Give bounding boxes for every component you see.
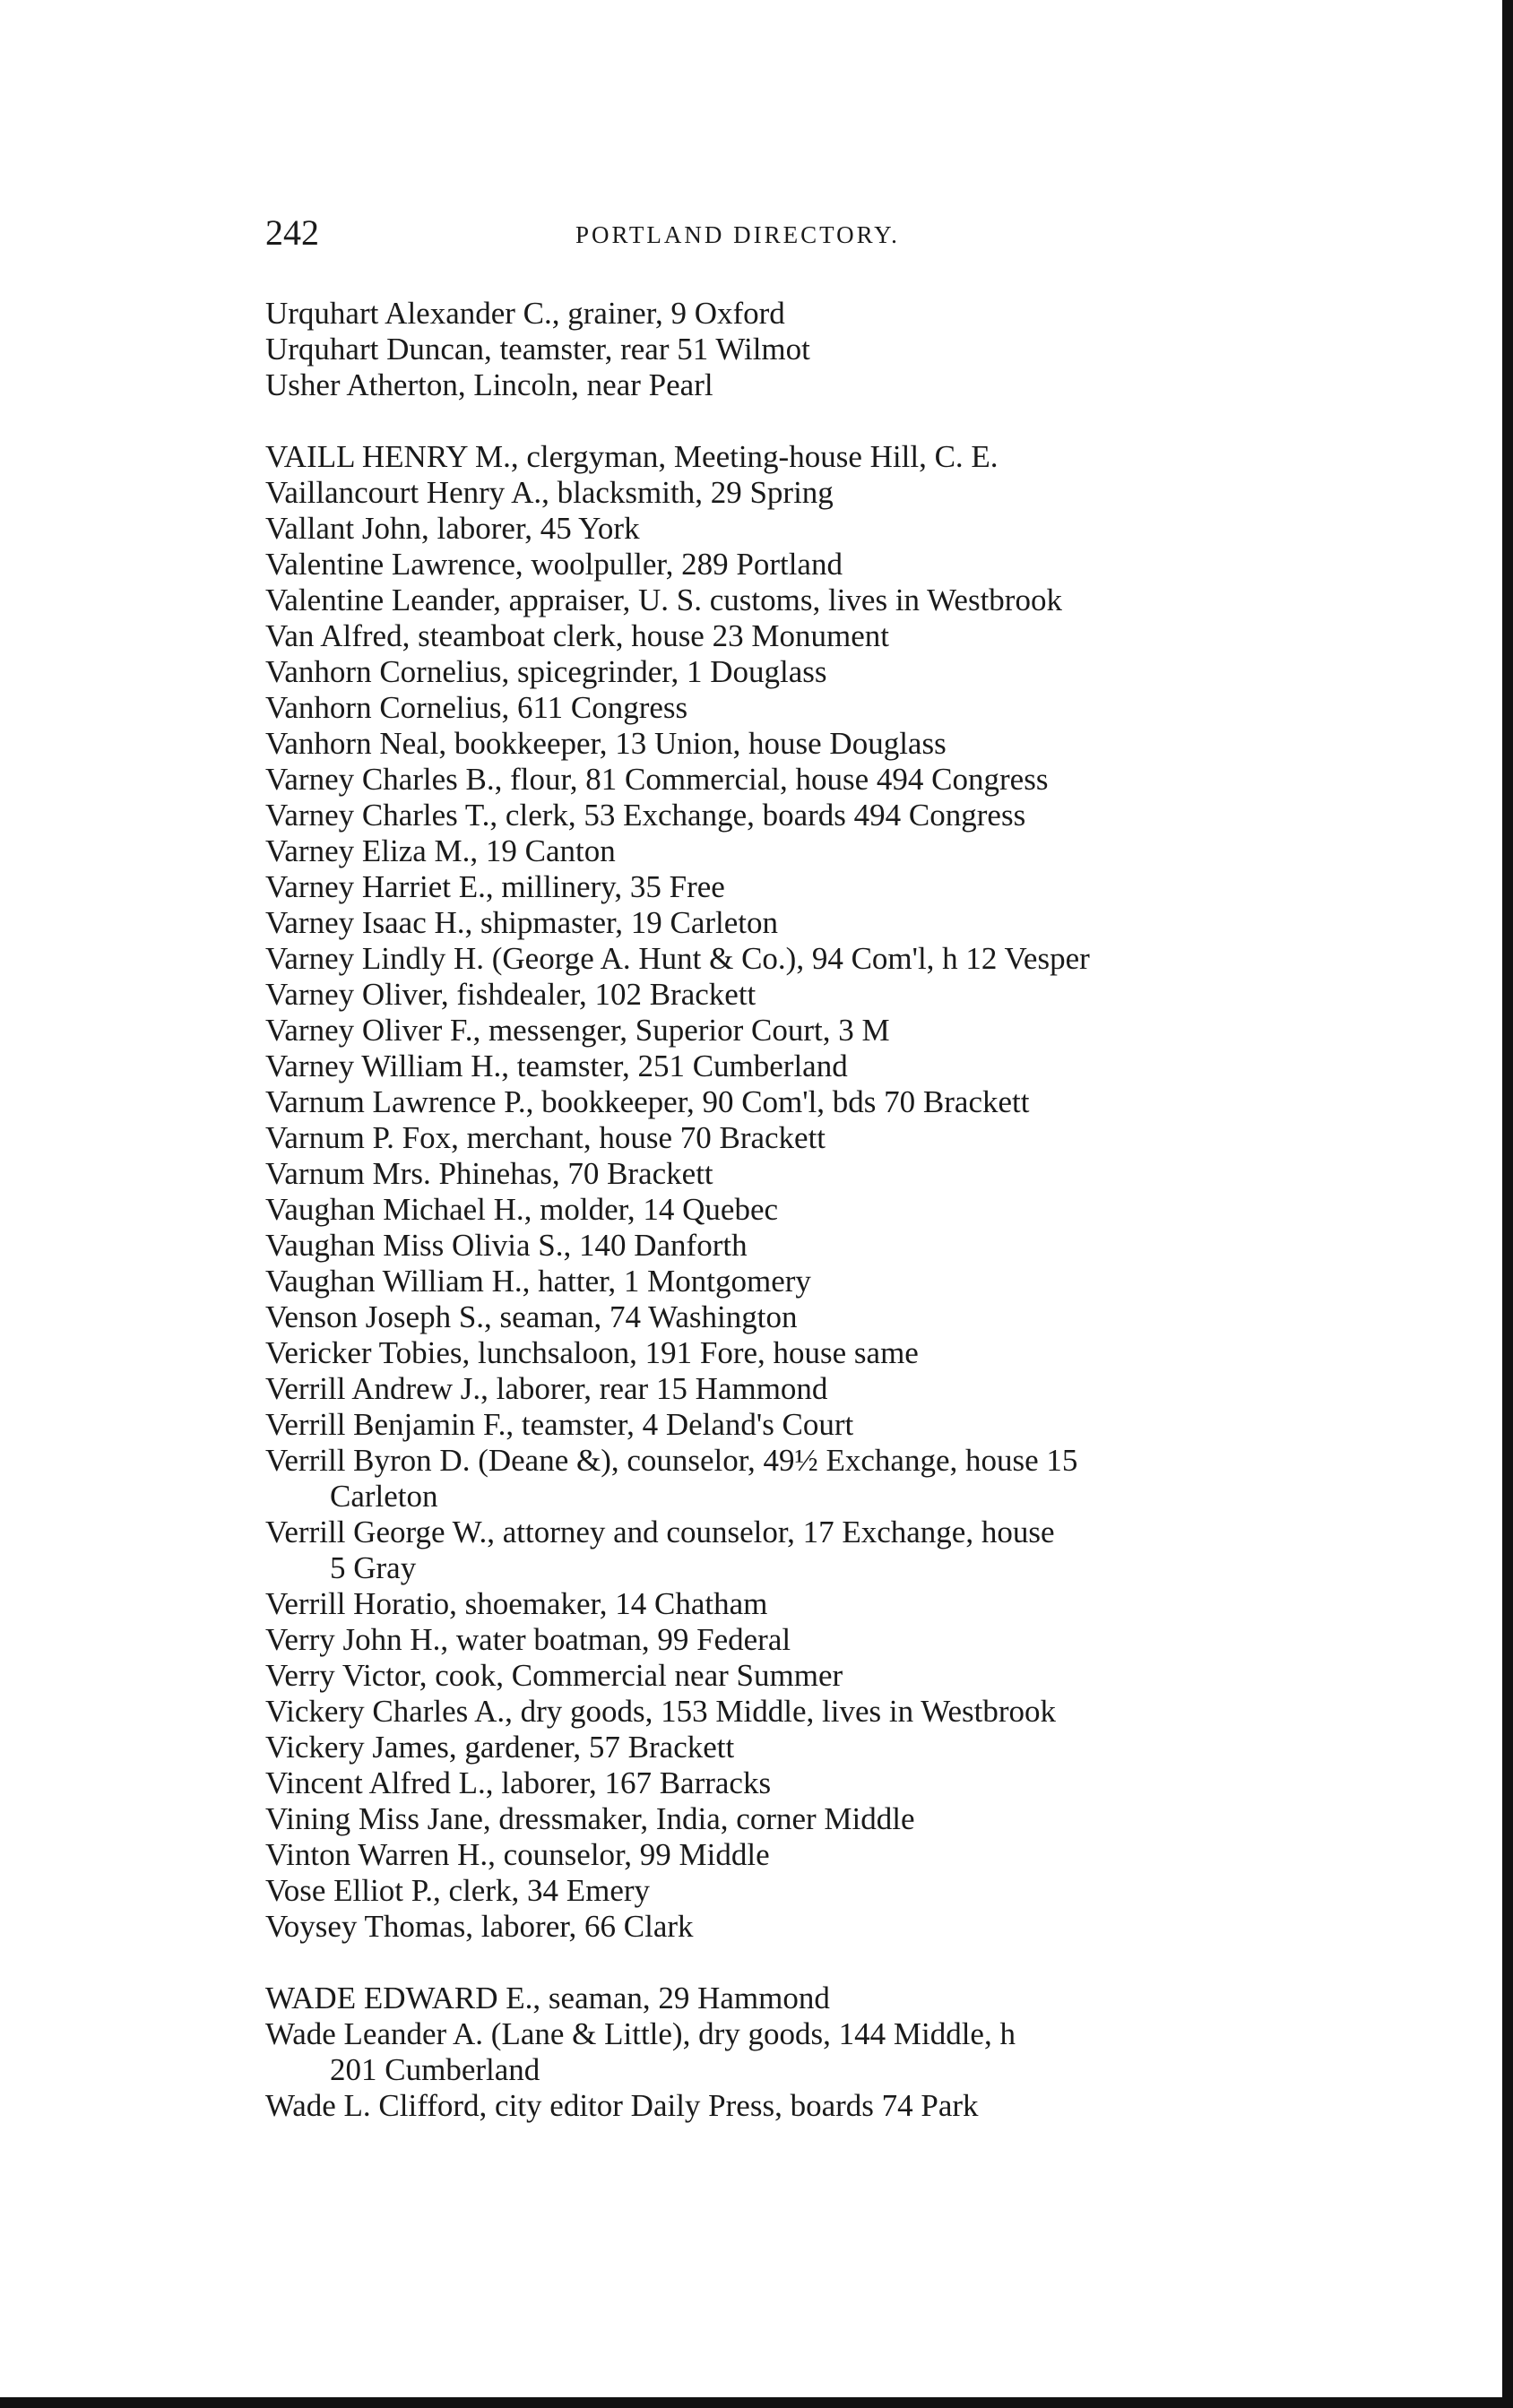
directory-entry: Verry Victor, cook, Commercial near Summer xyxy=(265,1658,843,1693)
directory-entry: Varney Lindly H. (George A. Hunt & Co.), 94 Com'l, h 12 Vesper xyxy=(265,941,1090,976)
directory-entry: Vickery James, gardener, 57 Brackett xyxy=(265,1730,735,1765)
scan-edge-bottom xyxy=(0,2397,1513,2408)
directory-entry: Vincent Alfred L., laborer, 167 Barracks xyxy=(265,1765,772,1800)
directory-entry: Varney Oliver F., messenger, Superior Court, 3 M xyxy=(265,1013,890,1048)
directory-entry: Varney William H., teamster, 251 Cumberland xyxy=(265,1049,848,1083)
directory-entry: Verry John H., water boatman, 99 Federal xyxy=(265,1622,791,1657)
directory-entry: Varney Charles T., clerk, 53 Exchange, boards 494 Congress xyxy=(265,798,1026,833)
page-header xyxy=(265,208,1251,258)
directory-entry: Varnum Mrs. Phinehas, 70 Brackett xyxy=(265,1156,713,1191)
directory-entry: Varnum Lawrence P., bookkeeper, 90 Com'l, bds 70 Brackett xyxy=(265,1084,1030,1119)
directory-entry: Vose Elliot P., clerk, 34 Emery xyxy=(265,1873,651,1908)
page-number: 242 xyxy=(265,212,319,253)
directory-entry: Urquhart Alexander C., grainer, 9 Oxford xyxy=(265,296,785,331)
directory-entry: Varney Eliza M., 19 Canton xyxy=(265,833,616,868)
running-head: PORTLAND DIRECTORY. xyxy=(575,221,900,248)
directory-entry: Voysey Thomas, laborer, 66 Clark xyxy=(265,1909,694,1944)
directory-entry: VAILL HENRY M., clergyman, Meeting-house Hill, C. E. xyxy=(265,439,999,474)
directory-entry: Vanhorn Cornelius, spicegrinder, 1 Douglass xyxy=(265,654,827,689)
directory-entry: Vanhorn Cornelius, 611 Congress xyxy=(265,690,688,725)
directory-entry: Verrill George W., attorney and counselor, 17 Exchange, house xyxy=(265,1515,1055,1549)
directory-entry: Vaughan Michael H., molder, 14 Quebec xyxy=(265,1192,779,1227)
directory-entry: Vaughan Miss Olivia S., 140 Danforth xyxy=(265,1228,748,1263)
directory-entry: Venson Joseph S., seaman, 74 Washington xyxy=(265,1299,798,1334)
directory-entry-continuation: 201 Cumberland xyxy=(330,2052,540,2087)
directory-entries xyxy=(265,296,1269,2124)
directory-entry: Urquhart Duncan, teamster, rear 51 Wilmot xyxy=(265,332,810,367)
directory-entry: Verrill Andrew J., laborer, rear 15 Hammond xyxy=(265,1371,828,1406)
directory-entry: Vaughan William H., hatter, 1 Montgomery xyxy=(265,1264,811,1299)
directory-entry: Varnum P. Fox, merchant, house 70 Brackett xyxy=(265,1120,826,1155)
directory-entry: Vickery Charles A., dry goods, 153 Middle, lives in Westbrook xyxy=(265,1694,1056,1729)
directory-entry: Valentine Leander, appraiser, U. S. customs, lives in Westbrook xyxy=(265,583,1062,617)
directory-entry: Varney Oliver, fishdealer, 102 Brackett xyxy=(265,977,756,1012)
directory-entry: Verrill Benjamin F., teamster, 4 Deland's Court xyxy=(265,1407,854,1442)
directory-entry: Valentine Lawrence, woolpuller, 289 Portland xyxy=(265,547,843,582)
directory-entry: Usher Atherton, Lincoln, near Pearl xyxy=(265,367,713,402)
directory-entry: Wade Leander A. (Lane & Little), dry goods, 144 Middle, h xyxy=(265,2016,1016,2051)
directory-entry: Vining Miss Jane, dressmaker, India, corner Middle xyxy=(265,1801,915,1836)
directory-entry: Vanhorn Neal, bookkeeper, 13 Union, house Douglass xyxy=(265,726,947,761)
directory-entry-continuation: 5 Gray xyxy=(330,1550,417,1585)
directory-entry: Wade L. Clifford, city editor Daily Press, boards 74 Park xyxy=(265,2088,979,2123)
directory-entry: Vaillancourt Henry A., blacksmith, 29 Spring xyxy=(265,475,834,510)
directory-entry: Van Alfred, steamboat clerk, house 23 Monument xyxy=(265,618,889,653)
directory-entry: WADE EDWARD E., seaman, 29 Hammond xyxy=(265,1981,830,2015)
directory-entry: Vallant John, laborer, 45 York xyxy=(265,511,640,546)
scan-edge-right xyxy=(1502,0,1513,2408)
directory-entry: Verrill Horatio, shoemaker, 14 Chatham xyxy=(265,1586,768,1621)
directory-entry-continuation: Carleton xyxy=(330,1479,438,1514)
directory-entry: Varney Isaac H., shipmaster, 19 Carleton xyxy=(265,905,779,940)
directory-entry: Vericker Tobies, lunchsaloon, 191 Fore, house same xyxy=(265,1335,919,1370)
directory-entry: Verrill Byron D. (Deane &), counselor, 49½ Exchange, house 15 xyxy=(265,1443,1078,1478)
directory-entry: Vinton Warren H., counselor, 99 Middle xyxy=(265,1837,770,1872)
directory-entry: Varney Charles B., flour, 81 Commercial, house 494 Congress xyxy=(265,762,1049,797)
directory-entry: Varney Harriet E., millinery, 35 Free xyxy=(265,869,725,904)
